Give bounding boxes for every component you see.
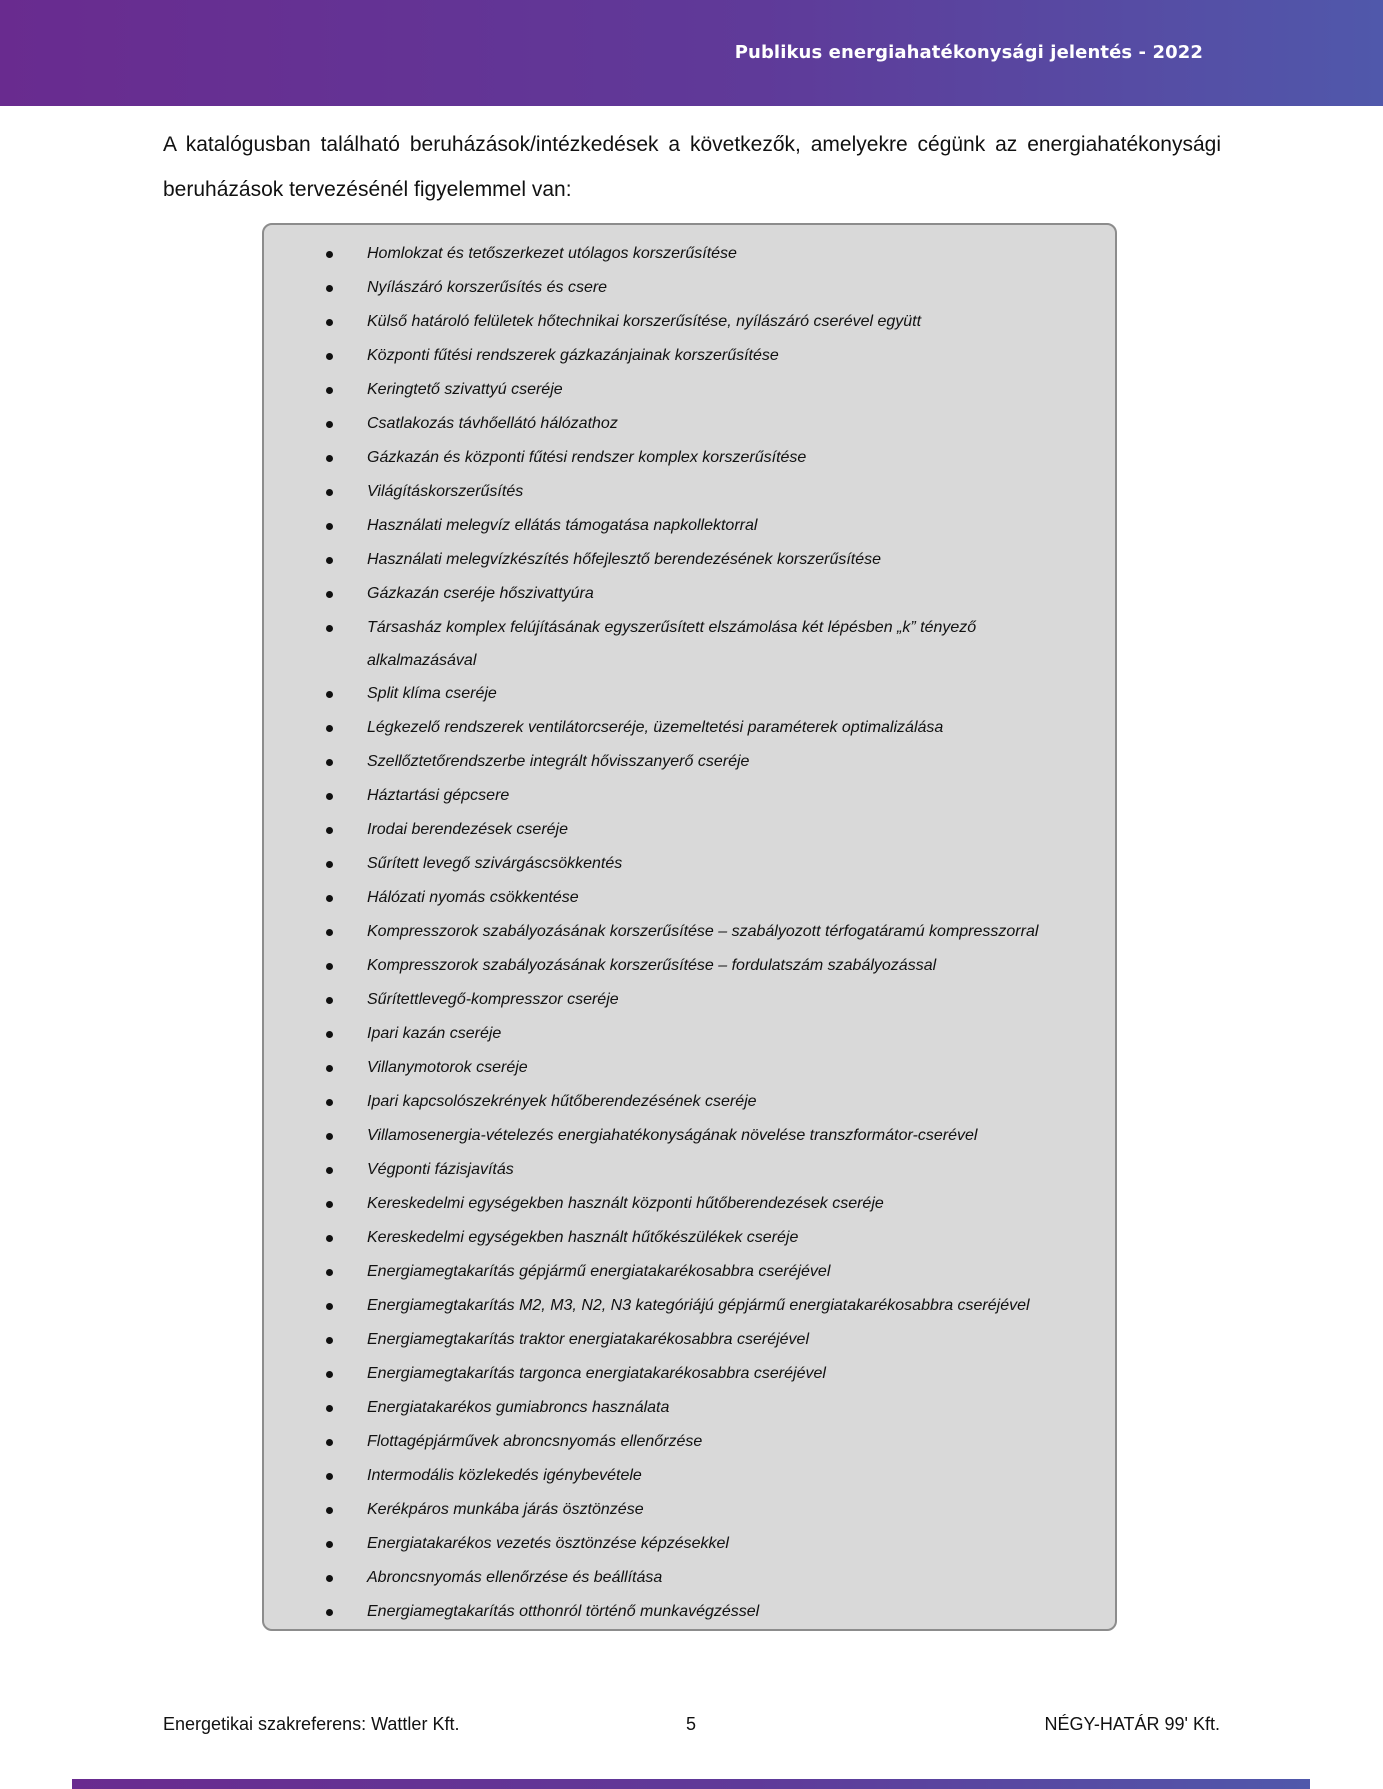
- bullet-icon: [326, 523, 333, 530]
- bullet-icon: [326, 1575, 333, 1582]
- list-item-text: Ipari kapcsolószekrények hűtőberendezésének cseréje: [367, 1093, 757, 1110]
- list-item-text: Kerékpáros munkába járás ösztönzése: [367, 1501, 644, 1518]
- bullet-icon: [326, 1609, 333, 1616]
- bullet-icon: [326, 1405, 333, 1412]
- list-item: [264, 1527, 1115, 1561]
- bullet-icon: [326, 387, 333, 394]
- list-item: [264, 305, 1115, 339]
- list-item: [264, 1289, 1115, 1323]
- list-item-text: Sűrítettlevegő-kompresszor cseréje: [367, 991, 619, 1008]
- list-item: [264, 577, 1115, 611]
- list-item-text: Keringtető szivattyú cseréje: [367, 381, 563, 398]
- list-item: [264, 1017, 1115, 1051]
- bullet-icon: [326, 861, 333, 868]
- list-item: [264, 1187, 1115, 1221]
- list-item-text: Használati melegvíz ellátás támogatása napkollektorral: [367, 517, 758, 534]
- list-item: [264, 949, 1115, 983]
- bullet-icon: [326, 759, 333, 766]
- bullet-icon: [326, 1337, 333, 1344]
- header-band: [0, 0, 1383, 106]
- list-item: [264, 881, 1115, 915]
- list-item-text: Kereskedelmi egységekben használt hűtőkészülékek cseréje: [367, 1229, 799, 1246]
- list-item: [264, 509, 1115, 543]
- bullet-icon: [326, 625, 333, 632]
- list-item-text: Végponti fázisjavítás: [367, 1161, 514, 1178]
- list-item: [264, 1357, 1115, 1391]
- list-item-text: Energiatakarékos gumiabroncs használata: [367, 1399, 670, 1416]
- list-item: [264, 1561, 1115, 1595]
- list-item-text: Világításkorszerűsítés: [367, 483, 524, 500]
- list-item-text: Légkezelő rendszerek ventilátorcseréje, üzemeltetési paraméterek optimalizálása: [367, 719, 944, 736]
- list-item: [264, 915, 1115, 949]
- footer-consultant: Energetikai szakreferens: Wattler Kft.: [163, 1714, 460, 1734]
- bullet-icon: [326, 827, 333, 834]
- bullet-icon: [326, 1473, 333, 1480]
- list-item: [264, 1221, 1115, 1255]
- list-item-text: Energiamegtakarítás otthonról történő munkavégzéssel: [367, 1603, 760, 1620]
- list-item: [264, 373, 1115, 407]
- bullet-icon: [326, 1439, 333, 1446]
- list-item: [264, 745, 1115, 779]
- list-item: [264, 711, 1115, 745]
- bullet-icon: [326, 285, 333, 292]
- list-item: [264, 1153, 1115, 1187]
- list-item-text: Sűrített levegő szivárgáscsökkentés: [367, 855, 623, 872]
- list-item: [264, 1391, 1115, 1425]
- list-item: [264, 677, 1115, 711]
- bullet-icon: [326, 1269, 333, 1276]
- list-item-text: Ipari kazán cseréje: [367, 1025, 502, 1042]
- list-item: [264, 237, 1115, 271]
- footer-band: [72, 1779, 1310, 1789]
- list-item: [264, 1323, 1115, 1357]
- bullet-icon: [326, 421, 333, 428]
- intro-paragraph: A katalógusban található beruházások/intézkedések a következők, amelyekre cégünk az energiahatékonysági beruházások tervezésénél figyelemmel van:: [163, 133, 1221, 201]
- list-item: [264, 475, 1115, 509]
- list-item-text: Kompresszorok szabályozásának korszerűsítése – szabályozott térfogatáramú kompresszorral: [367, 923, 1039, 940]
- bullet-icon: [326, 251, 333, 258]
- list-item: [264, 339, 1115, 373]
- list-item: [264, 1255, 1115, 1289]
- bullet-icon: [326, 319, 333, 326]
- bullet-icon: [326, 353, 333, 360]
- list-item: [264, 407, 1115, 441]
- list-item: [264, 1085, 1115, 1119]
- list-item-text: Homlokzat és tetőszerkezet utólagos korszerűsítése: [367, 245, 737, 262]
- list-item-text: Hálózati nyomás csökkentése: [367, 889, 579, 906]
- list-item: [264, 1493, 1115, 1527]
- footer-company: NÉGY-HATÁR 99' Kft.: [1044, 1714, 1220, 1734]
- list-item-text: Használati melegvízkészítés hőfejlesztő berendezésének korszerűsítése: [367, 551, 882, 568]
- list-item-text: Intermodális közlekedés igénybevétele: [367, 1467, 642, 1484]
- list-item: [264, 779, 1115, 813]
- page-number: 5: [686, 1714, 697, 1734]
- bullet-icon: [326, 725, 333, 732]
- bullet-icon: [326, 455, 333, 462]
- list-item-text: Irodai berendezések cseréje: [367, 821, 569, 838]
- bullet-icon: [326, 1371, 333, 1378]
- list-item-text: Szellőztetőrendszerbe integrált hővisszanyerő cseréje: [367, 753, 750, 770]
- bullet-icon: [326, 1167, 333, 1174]
- list-item-text: Villanymotorok cseréje: [367, 1059, 528, 1076]
- list-item: [264, 813, 1115, 847]
- bullet-icon: [326, 1099, 333, 1106]
- list-item-text: Háztartási gépcsere: [367, 787, 510, 804]
- list-item: [264, 1119, 1115, 1153]
- list-item: [264, 441, 1115, 475]
- list-item-text: Abroncsnyomás ellenőrzése és beállítása: [367, 1569, 663, 1586]
- list-item-text: Split klíma cseréje: [367, 685, 497, 702]
- list-item-text: Villamosenergia-vételezés energiahatékonyságának növelése transzformátor-cserével: [367, 1127, 978, 1144]
- list-item: [264, 1595, 1115, 1629]
- list-item-text: Külső határoló felületek hőtechnikai korszerűsítése, nyílászáró cserével együtt: [367, 313, 922, 330]
- list-item-text: Energiamegtakarítás M2, M3, N2, N3 kategóriájú gépjármű energiatakarékosabbra cseréjével: [367, 1297, 1030, 1314]
- bullet-icon: [326, 591, 333, 598]
- bullet-icon: [326, 1507, 333, 1514]
- bullet-icon: [326, 691, 333, 698]
- list-item-text: Társasház komplex felújításának egyszerűsített elszámolása két lépésben „k” tényező alkalmazásával: [367, 619, 977, 669]
- bullet-icon: [326, 1133, 333, 1140]
- bullet-icon: [326, 793, 333, 800]
- list-item-text: Energiamegtakarítás traktor energiatakarékosabbra cseréjével: [367, 1331, 810, 1348]
- list-item-text: Energiamegtakarítás targonca energiatakarékosabbra cseréjével: [367, 1365, 826, 1382]
- bullet-icon: [326, 1201, 333, 1208]
- bullet-icon: [326, 1541, 333, 1548]
- list-item: [264, 1051, 1115, 1085]
- bullet-icon: [326, 997, 333, 1004]
- list-item: [264, 611, 1115, 677]
- bullet-icon: [326, 895, 333, 902]
- catalog-box: [262, 223, 1117, 1631]
- list-item-text: Flottagépjárművek abroncsnyomás ellenőrzése: [367, 1433, 703, 1450]
- bullet-icon: [326, 1065, 333, 1072]
- list-item-text: Gázkazán cseréje hőszivattyúra: [367, 585, 594, 602]
- list-item: [264, 847, 1115, 881]
- bullet-icon: [326, 557, 333, 564]
- bullet-icon: [326, 1235, 333, 1242]
- catalog-list: [264, 225, 1115, 1629]
- list-item-text: Csatlakozás távhőellátó hálózathoz: [367, 415, 618, 432]
- list-item-text: Gázkazán és központi fűtési rendszer komplex korszerűsítése: [367, 449, 807, 466]
- report-title: Publikus energiahatékonysági jelentés - 2022: [734, 42, 1203, 63]
- list-item-text: Energiamegtakarítás gépjármű energiatakarékosabbra cseréjével: [367, 1263, 831, 1280]
- list-item: [264, 1425, 1115, 1459]
- list-item-text: Energiatakarékos vezetés ösztönzése képzésekkel: [367, 1535, 729, 1552]
- bullet-icon: [326, 929, 333, 936]
- list-item: [264, 543, 1115, 577]
- bullet-icon: [326, 1031, 333, 1038]
- bullet-icon: [326, 489, 333, 496]
- bullet-icon: [326, 1303, 333, 1310]
- list-item-text: Kompresszorok szabályozásának korszerűsítése – fordulatszám szabályozással: [367, 957, 937, 974]
- list-item-text: Központi fűtési rendszerek gázkazánjainak korszerűsítése: [367, 347, 779, 364]
- list-item-text: Kereskedelmi egységekben használt központi hűtőberendezések cseréje: [367, 1195, 884, 1212]
- list-item: [264, 271, 1115, 305]
- list-item-text: Nyílászáró korszerűsítés és csere: [367, 279, 608, 296]
- bullet-icon: [326, 963, 333, 970]
- list-item: [264, 983, 1115, 1017]
- list-item: [264, 1459, 1115, 1493]
